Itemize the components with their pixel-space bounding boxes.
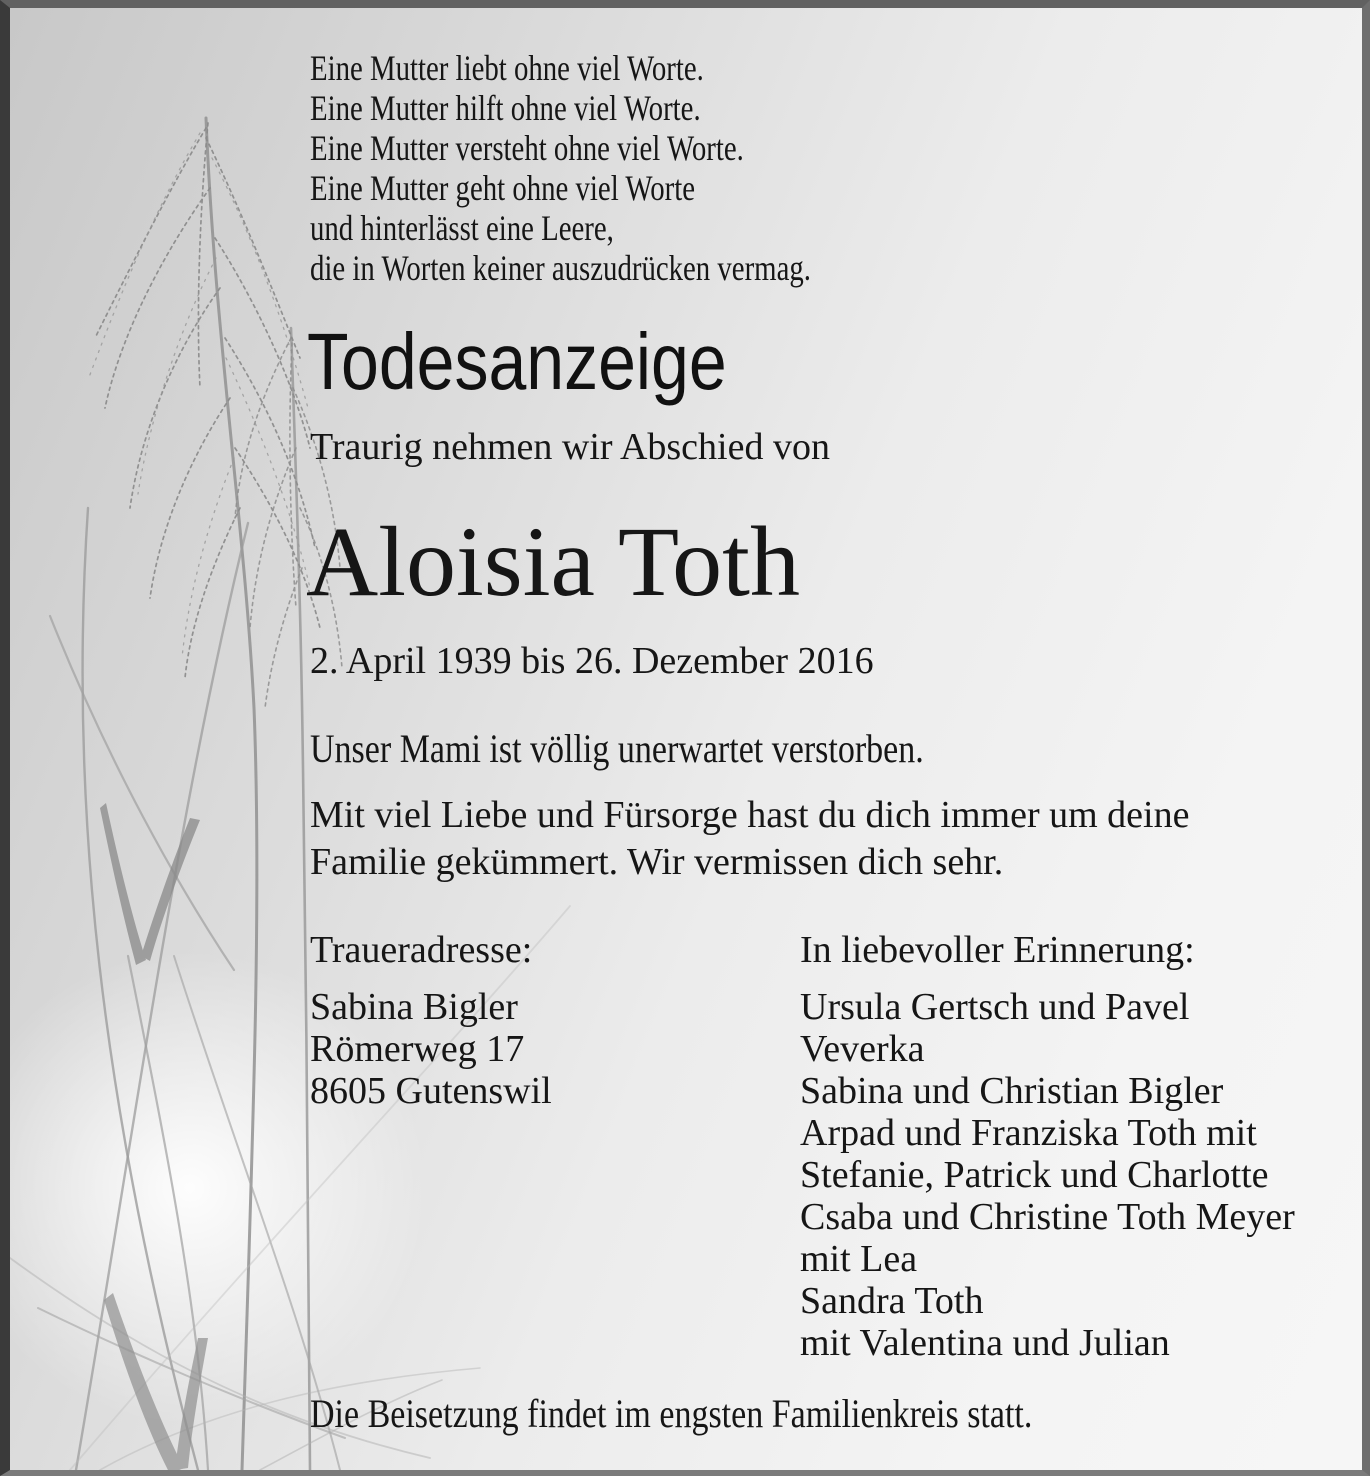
poem-line: Eine Mutter hilft ohne viel Worte. xyxy=(310,88,701,128)
poem-line: und hinterlässt eine Leere, xyxy=(310,208,614,248)
paragraph-death-statement: Unser Mami ist völlig unerwartet verstorben. xyxy=(310,726,924,771)
remembrance-line: Sandra Toth xyxy=(800,1280,984,1322)
paragraph-tribute xyxy=(310,792,1189,886)
mourning-address xyxy=(310,986,552,1112)
remembrance-line: Ursula Gertsch und Pavel xyxy=(800,986,1190,1028)
remembrance-list xyxy=(800,986,1295,1364)
poem-line: Eine Mutter liebt ohne viel Worte. xyxy=(310,48,704,88)
closing-line: Die Beisetzung findet im engsten Familienkreis statt. xyxy=(310,1391,1033,1436)
poem xyxy=(310,48,936,288)
remembrance-line: Veverka xyxy=(800,1028,925,1070)
poem-line: Eine Mutter geht ohne viel Worte xyxy=(310,168,696,208)
mourning-address-line: Römerweg 17 xyxy=(310,1028,525,1070)
remembrance-line: mit Lea xyxy=(800,1238,918,1280)
remembrance-line: Stefanie, Patrick und Charlotte xyxy=(800,1154,1269,1196)
mourning-address-line: 8605 Gutenswil xyxy=(310,1070,552,1112)
mourning-address-heading: Traueradresse: xyxy=(310,929,533,971)
mourning-address-line: Sabina Bigler xyxy=(310,986,518,1028)
poem-line: Eine Mutter versteht ohne viel Worte. xyxy=(310,128,744,168)
remembrance-line: mit Valentina und Julian xyxy=(800,1322,1170,1364)
life-dates: 2. April 1939 bis 26. Dezember 2016 xyxy=(310,640,874,682)
notice-title: Todesanzeige xyxy=(307,317,727,406)
deceased-name: Aloisia Toth xyxy=(306,506,800,617)
remembrance-heading: In liebevoller Erinnerung: xyxy=(800,929,1195,971)
poem-line: die in Worten keiner auszudrücken vermag. xyxy=(310,248,811,288)
paragraph-tribute-line: Familie gekümmert. Wir vermissen dich sehr. xyxy=(310,841,1004,883)
paragraph-tribute-line: Mit viel Liebe und Fürsorge hast du dich immer um deine xyxy=(310,794,1190,836)
remembrance-line: Csaba und Christine Toth Meyer xyxy=(800,1196,1295,1238)
remembrance-line: Sabina und Christian Bigler xyxy=(800,1070,1224,1112)
intro-line: Traurig nehmen wir Abschied von xyxy=(310,426,830,468)
remembrance-line: Arpad und Franziska Toth mit xyxy=(800,1112,1257,1154)
